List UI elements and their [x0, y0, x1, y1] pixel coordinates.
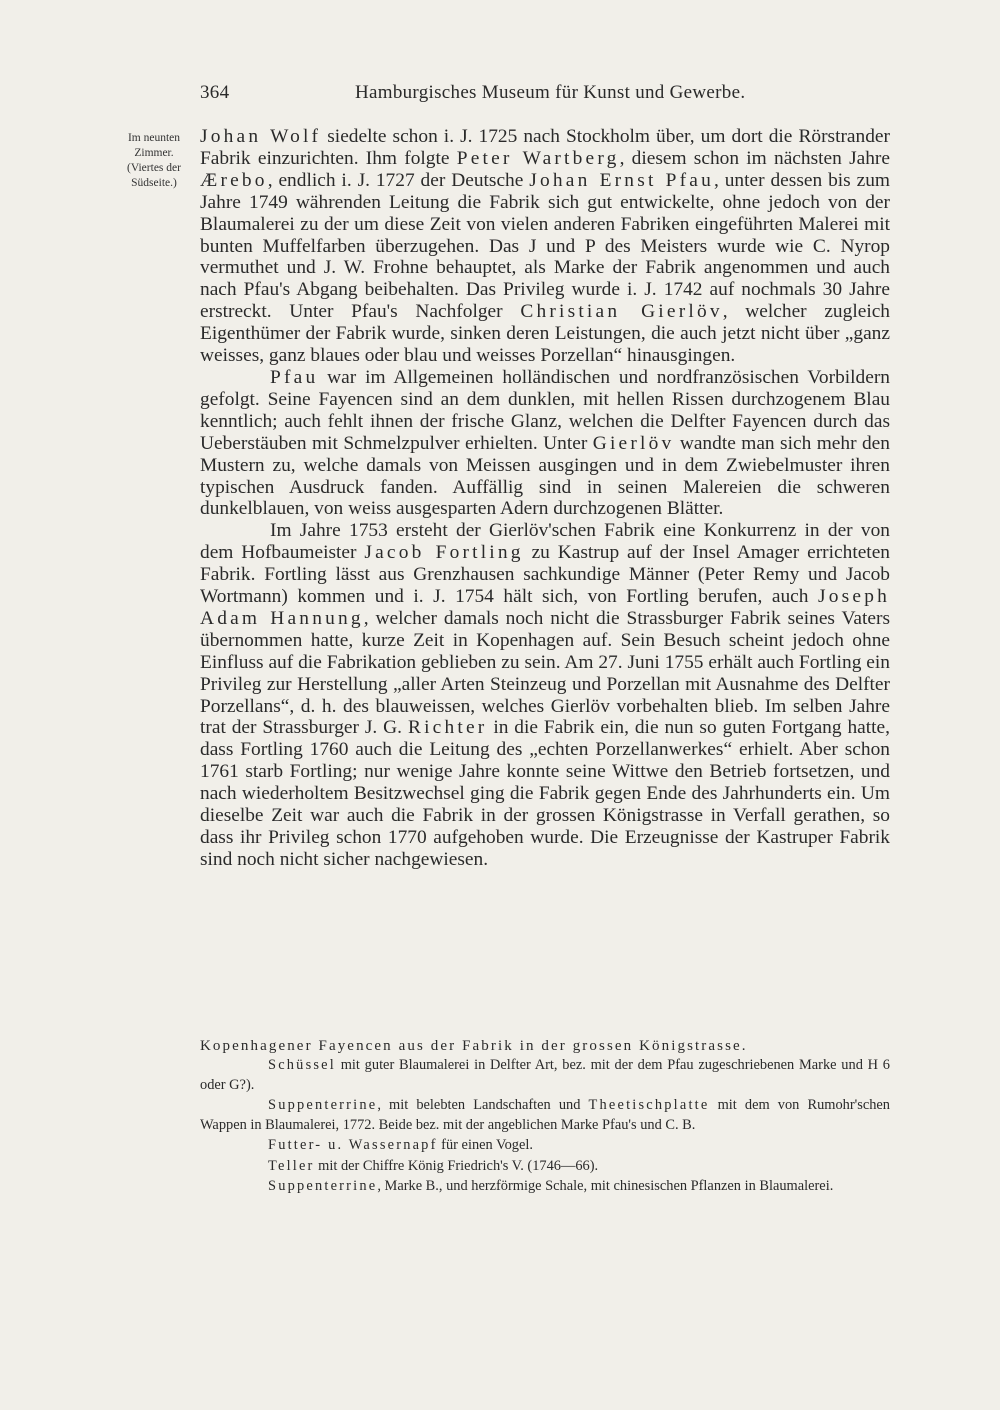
entry-text: , Marke B., und herzförmige Schale, mit chinesischen Pflanzen in Blaumalerei. [377, 1178, 834, 1194]
entry-text: , mit belebten Landschaften und [377, 1097, 589, 1113]
spaced-name: Ærebo [200, 169, 268, 191]
paragraph-text: in die Fabrik ein, die nun so guten Fortgang hatte, dass Fortling 1760 auch die Leitung des „echten Porzellanwerkes“ erhielt. Aber schon 1761 starb Fortling; nur wenige Jahre konnte seine Wittwe den Betrieb fortsetzen, und nach wiederholtem Besitzwechsel ging die Fabrik gegen Ende des Jahrhunderts ein. Um dieselbe Zeit war auch die Fabrik in der grossen Königstrasse in Verfall gerathen, so dass ihr Privileg schon 1770 aufgehoben wurde. Die Erzeugnisse der Kastruper Fabrik sind noch nicht sicher nachgewiesen. [200, 717, 890, 870]
paragraph-text: wandte man sich mehr den Mustern zu, welche damals von Meissen ausgingen und in dem Zwiebelmuster ihren typischen Ausdruck fanden. Auffällig sind in seinen Malereien die schweren dunkelblauen, von weiss ausgesparten Adern durchzogenen Blätter. [200, 432, 890, 520]
catalogue-entry [200, 1056, 890, 1095]
paragraph-text: , diesem schon im nächsten Jahre [619, 147, 890, 169]
entry-text: für einen Vogel. [437, 1137, 533, 1153]
entry-object: Schüssel [268, 1057, 336, 1073]
spaced-name: Christian Gierlöv [520, 301, 723, 323]
paragraph-text: , welcher damals noch nicht die Strassburger Fabrik seines Vaters übernommen hatte, kurze Zeit in Kopenhagen auf. Sein Besuch scheint jedoch ohne Einfluss auf die Fabrikation geblieben zu sein. Am 27. Juni 1755 erhält auch Fortling ein Privileg zur Herstellung „aller Arten Steinzeug und Porzellan mit Ausnahme des Delfter Porzellans“, d. h. des blauweissen, welches Gierlöv vorbehalten blieb. Im selben Jahre trat der Strassburger J. G. [200, 607, 890, 739]
page-number: 364 [200, 82, 230, 103]
entry-object: Suppenterrine [268, 1178, 378, 1194]
paragraph-text: Im Jahre 1753 ersteht der Gierlöv'schen Fabrik eine Konkurrenz in der von dem Hofbaumeister [200, 520, 890, 564]
spaced-name: Peter Wartberg [456, 147, 620, 169]
margin-note-line: Im neunten [127, 132, 181, 144]
margin-note [120, 131, 188, 191]
entry-text: mit guter Blaumalerei in Delfter Art, bez. mit der dem Pfau zugeschriebenen Marke und H 6 oder G?). [200, 1057, 890, 1093]
entry-object: Futter- u. Wassernapf [268, 1137, 438, 1153]
paragraph [200, 126, 890, 367]
paragraph-text: zu Kastrup auf der Insel Amager errichteten Fabrik. Fortling lässt aus Grenzhausen sachkundige Männer (Peter Remy und Jacob Wortmann) kommen und i. J. 1754 hält sich, von Fortling berufen, auch [200, 542, 891, 608]
spaced-name: Joseph Adam Hannung [200, 586, 890, 629]
entry-object: Teller [268, 1157, 315, 1174]
spaced-name: Pfau [270, 366, 319, 388]
body-text [200, 126, 890, 871]
paragraph [200, 520, 890, 871]
paragraph-text: , welcher zugleich Eigenthümer der Fabrik wurde, sinken deren Leistungen, die auch jetzt nicht über „ganz weisses, ganz blaues oder blau und weisses Porzellan“ hinausgingen. [200, 301, 891, 367]
entry-object: Theetischplatte [588, 1097, 710, 1113]
catalogue-entry [200, 1136, 890, 1156]
margin-note-line: Zimmer. [134, 147, 174, 159]
margin-note-line: Südseite.) [131, 177, 177, 189]
paragraph [200, 367, 890, 520]
catalogue-entry [200, 1177, 890, 1197]
spaced-name: Richter [407, 717, 488, 739]
catalogue-entry [200, 1157, 890, 1177]
catalogue-section [200, 1036, 890, 1197]
paragraph-text: , endlich i. J. 1727 der Deutsche [267, 169, 530, 191]
entry-text: mit dem von Rumohr'schen Wappen in Blaumalerei, 1772. Beide bez. mit der angeblichen Marke Pfau's und C. B. [200, 1097, 890, 1133]
paragraph-text: , unter dessen bis zum Jahre 1749 währenden Leitung die Fabrik sich gut entwickelte, ohne jedoch von der Blaumalerei zu der um diese Zeit von vielen anderen Fabriken eingeführten Malerei mit bunten Muffelfarben überzugehen. Das J und P des Meisters wurde wie C. Nyrop vermuthet und J. W. Frohne behauptet, als Marke der Fabrik angenommen und auch nach Pfau's Abgang beibehalten. Das Privileg wurde i. J. 1742 auf nochmals 30 Jahre erstreckt. Unter Pfau's Nachfolger [200, 169, 890, 323]
spaced-name: Jacob Fortling [364, 542, 524, 564]
catalogue-heading: Kopenhagener Fayencen aus der Fabrik in der grossen Königstrasse. [200, 1038, 748, 1054]
entry-text: mit der Chiffre König Friedrich's V. (1746—66). [314, 1157, 599, 1174]
spaced-name: Johan Ernst Pfau [529, 169, 714, 191]
running-title: Hamburgisches Museum für Kunst und Gewerbe. [355, 82, 746, 103]
catalogue-entry [200, 1096, 890, 1135]
running-head [200, 82, 890, 112]
margin-note-line: (Viertes der [127, 162, 181, 174]
spaced-name: Gierlöv [592, 432, 675, 454]
entry-object: Suppenterrine [268, 1097, 378, 1113]
paragraph-text: war im Allgemeinen holländischen und nordfranzösischen Vorbildern gefolgt. Seine Fayencen sind an dem dunklen, mit hellen Rissen durchzogenem Blau kenntlich; auch fehlt ihnen der frische Glanz, welchen die Delfter Fayencen durch das Ueberstäuben mit Schmelzpulver erhielten. Unter [200, 366, 890, 454]
spaced-name: Johan Wolf [200, 126, 322, 147]
paragraph-text: siedelte schon i. J. 1725 nach Stockholm über, um dort die Rörstrander Fabrik einzurichten. Ihm folgte [200, 126, 890, 169]
